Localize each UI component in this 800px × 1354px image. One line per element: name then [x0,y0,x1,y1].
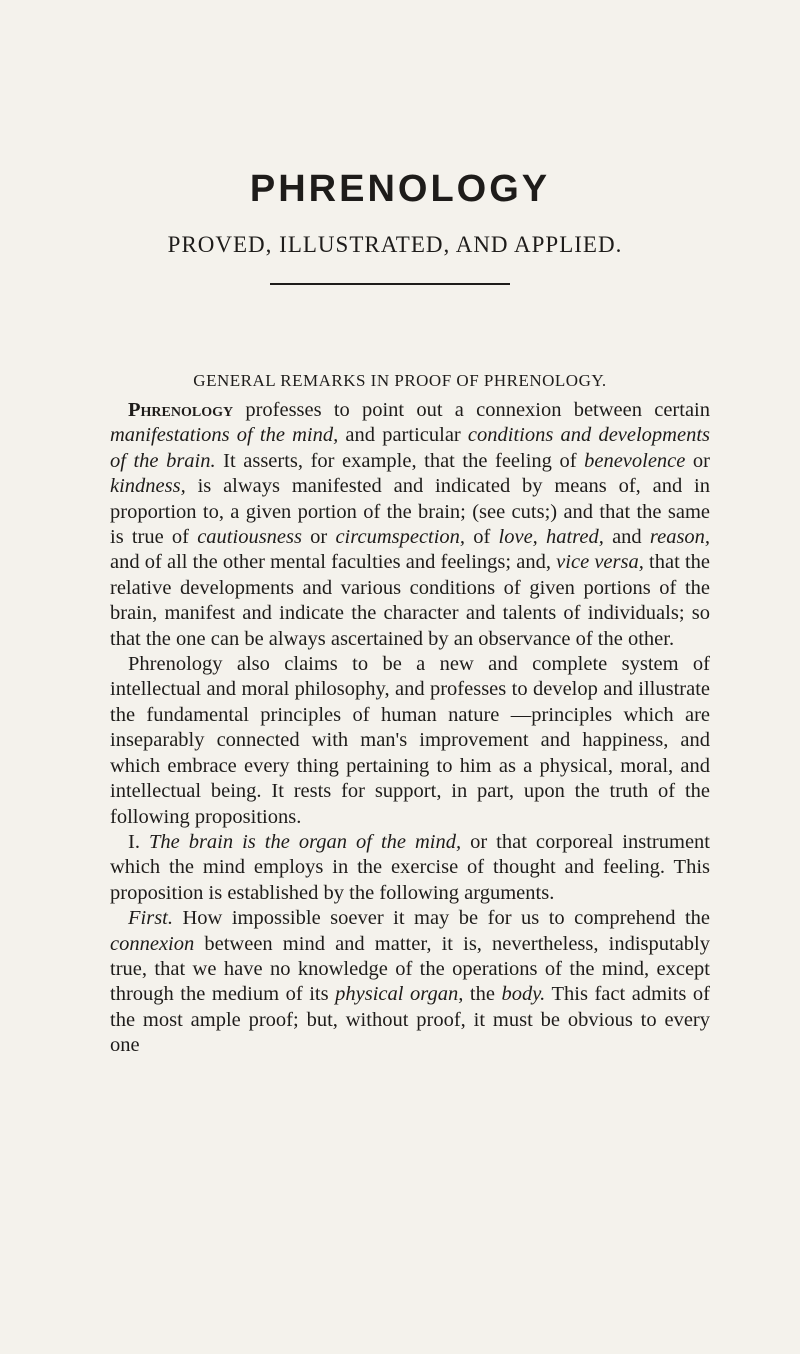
body-text [110,398,710,1059]
paragraph-3: I. The brain is the organ of the mind, or that corporeal instrument which the mind employs in the exercise of thought and feeling. This proposition is established by the following arguments. [110,830,710,904]
paragraph-1: Phrenology professes to point out a connexion between certain manifestations of the mind, and particular conditions and developments of the brain. It asserts, for example, that the feeling of benevolence or kindness, is always manifested and indicated by means of, and in proportion to, a given portion of the brain; (see cuts;) and that the same is true of cautiousness or circumspection, of love, hatred, and reason, and of all the other mental faculties and feelings; and, vice versa, that the relative developments and various conditions of given portions of the brain, manifest and indicate the character and talents of individuals; so that the one can be always ascertained by an observance of the other. [110,399,711,650]
page-subtitle: PROVED, ILLUSTRATED, AND APPLIED. [167,232,623,257]
page-title: PHRENOLOGY [249,168,551,210]
section-heading: GENERAL REMARKS IN PROOF OF PHRENOLOGY. [193,371,607,390]
paragraph-4: First. How impossible soever it may be for us to comprehend the connexion between mind and matter, it is, nevertheless, indisputably true, that we have no knowledge of the operations of the mind, except through the medium of its physical organ, the body. This fact admits of the most ample proof; but, without proof, it must be obvious to every one [110,907,710,1057]
paragraph-2: Phrenology also claims to be a new and complete system of intellectual and moral philosophy, and professes to develop and illustrate the fundamental principles of human nature —principles which are inseparably connected with man's improvement and happiness, and which embrace every thing pertaining to him as a physical, moral, and intellectual being. It rests for support, in part, upon the truth of the following propositions. [110,653,710,828]
lead-word: Phrenology [128,399,234,421]
divider-rule [270,283,510,285]
